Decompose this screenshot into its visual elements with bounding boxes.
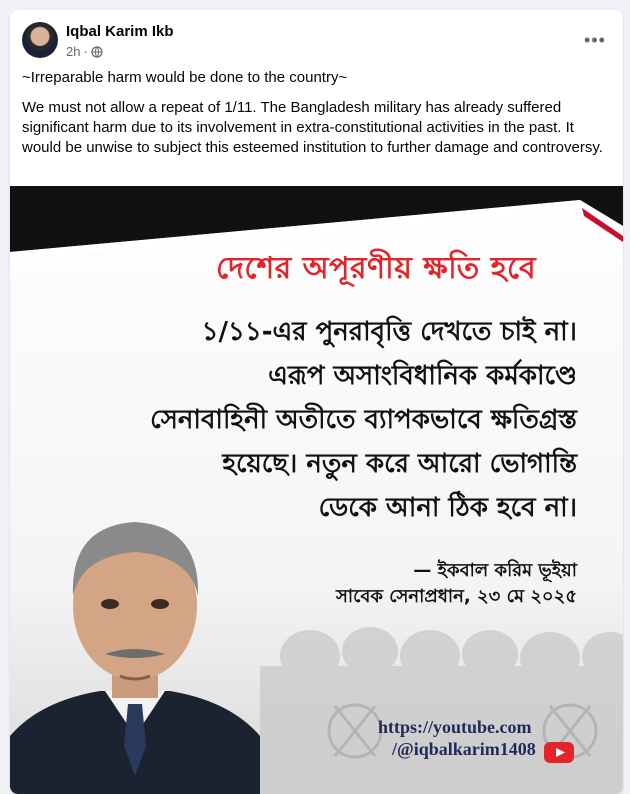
- portrait-photo: [10, 486, 260, 794]
- image-headline: দেশের অপূরণীয় ক্ষতি হবে: [216, 251, 537, 286]
- post-text: [22, 68, 609, 168]
- youtube-link[interactable]: [378, 716, 536, 760]
- avatar[interactable]: [22, 22, 58, 58]
- separator-dot: ·: [83, 44, 88, 59]
- attribution-name: — ইকবাল করিম ভূইয়া: [413, 560, 577, 581]
- youtube-link-line1: https://youtube.com: [378, 717, 532, 737]
- post-image[interactable]: [10, 186, 623, 794]
- quote-line: এরূপ অসাংবিধানিক কর্মকাণ্ডে: [268, 361, 577, 391]
- post-time[interactable]: 2h: [66, 44, 81, 59]
- post-body: We must not allow a repeat of 1/11. The Bangladesh military has already suffered significant harm due to its involvement in extra-constitutional activities in the past. It would be unwise to subject this esteemed institution to further damage and controversy.: [22, 99, 603, 156]
- attribution-role: সাবেক সেনাপ্রধান, ২৩ মে ২০২৫: [336, 586, 577, 607]
- post-title-line: ~Irreparable harm would be done to the country~: [22, 69, 348, 86]
- youtube-icon[interactable]: [544, 742, 574, 763]
- author-name[interactable]: Iqbal Karim Ikb: [66, 23, 174, 40]
- post-card: [10, 10, 623, 794]
- post-meta: [66, 44, 103, 59]
- more-options-icon[interactable]: •••: [584, 29, 606, 50]
- quote-line: ডেকে আনা ঠিক হবে না।: [318, 493, 577, 523]
- image-attribution: [336, 558, 577, 610]
- globe-icon[interactable]: [91, 46, 103, 58]
- quote-line: হয়েছে। নতুন করে আরো ভোগান্তি: [222, 449, 577, 479]
- quote-line: ১/১১-এর পুনরাবৃত্তি দেখতে চাই না।: [201, 317, 577, 347]
- quote-line: সেনাবাহিনী অতীতে ব্যাপকভাবে ক্ষতিগ্রস্ত: [150, 405, 577, 435]
- youtube-link-line2: /@iqbalkarim1408: [392, 739, 536, 759]
- post-header: [22, 22, 611, 62]
